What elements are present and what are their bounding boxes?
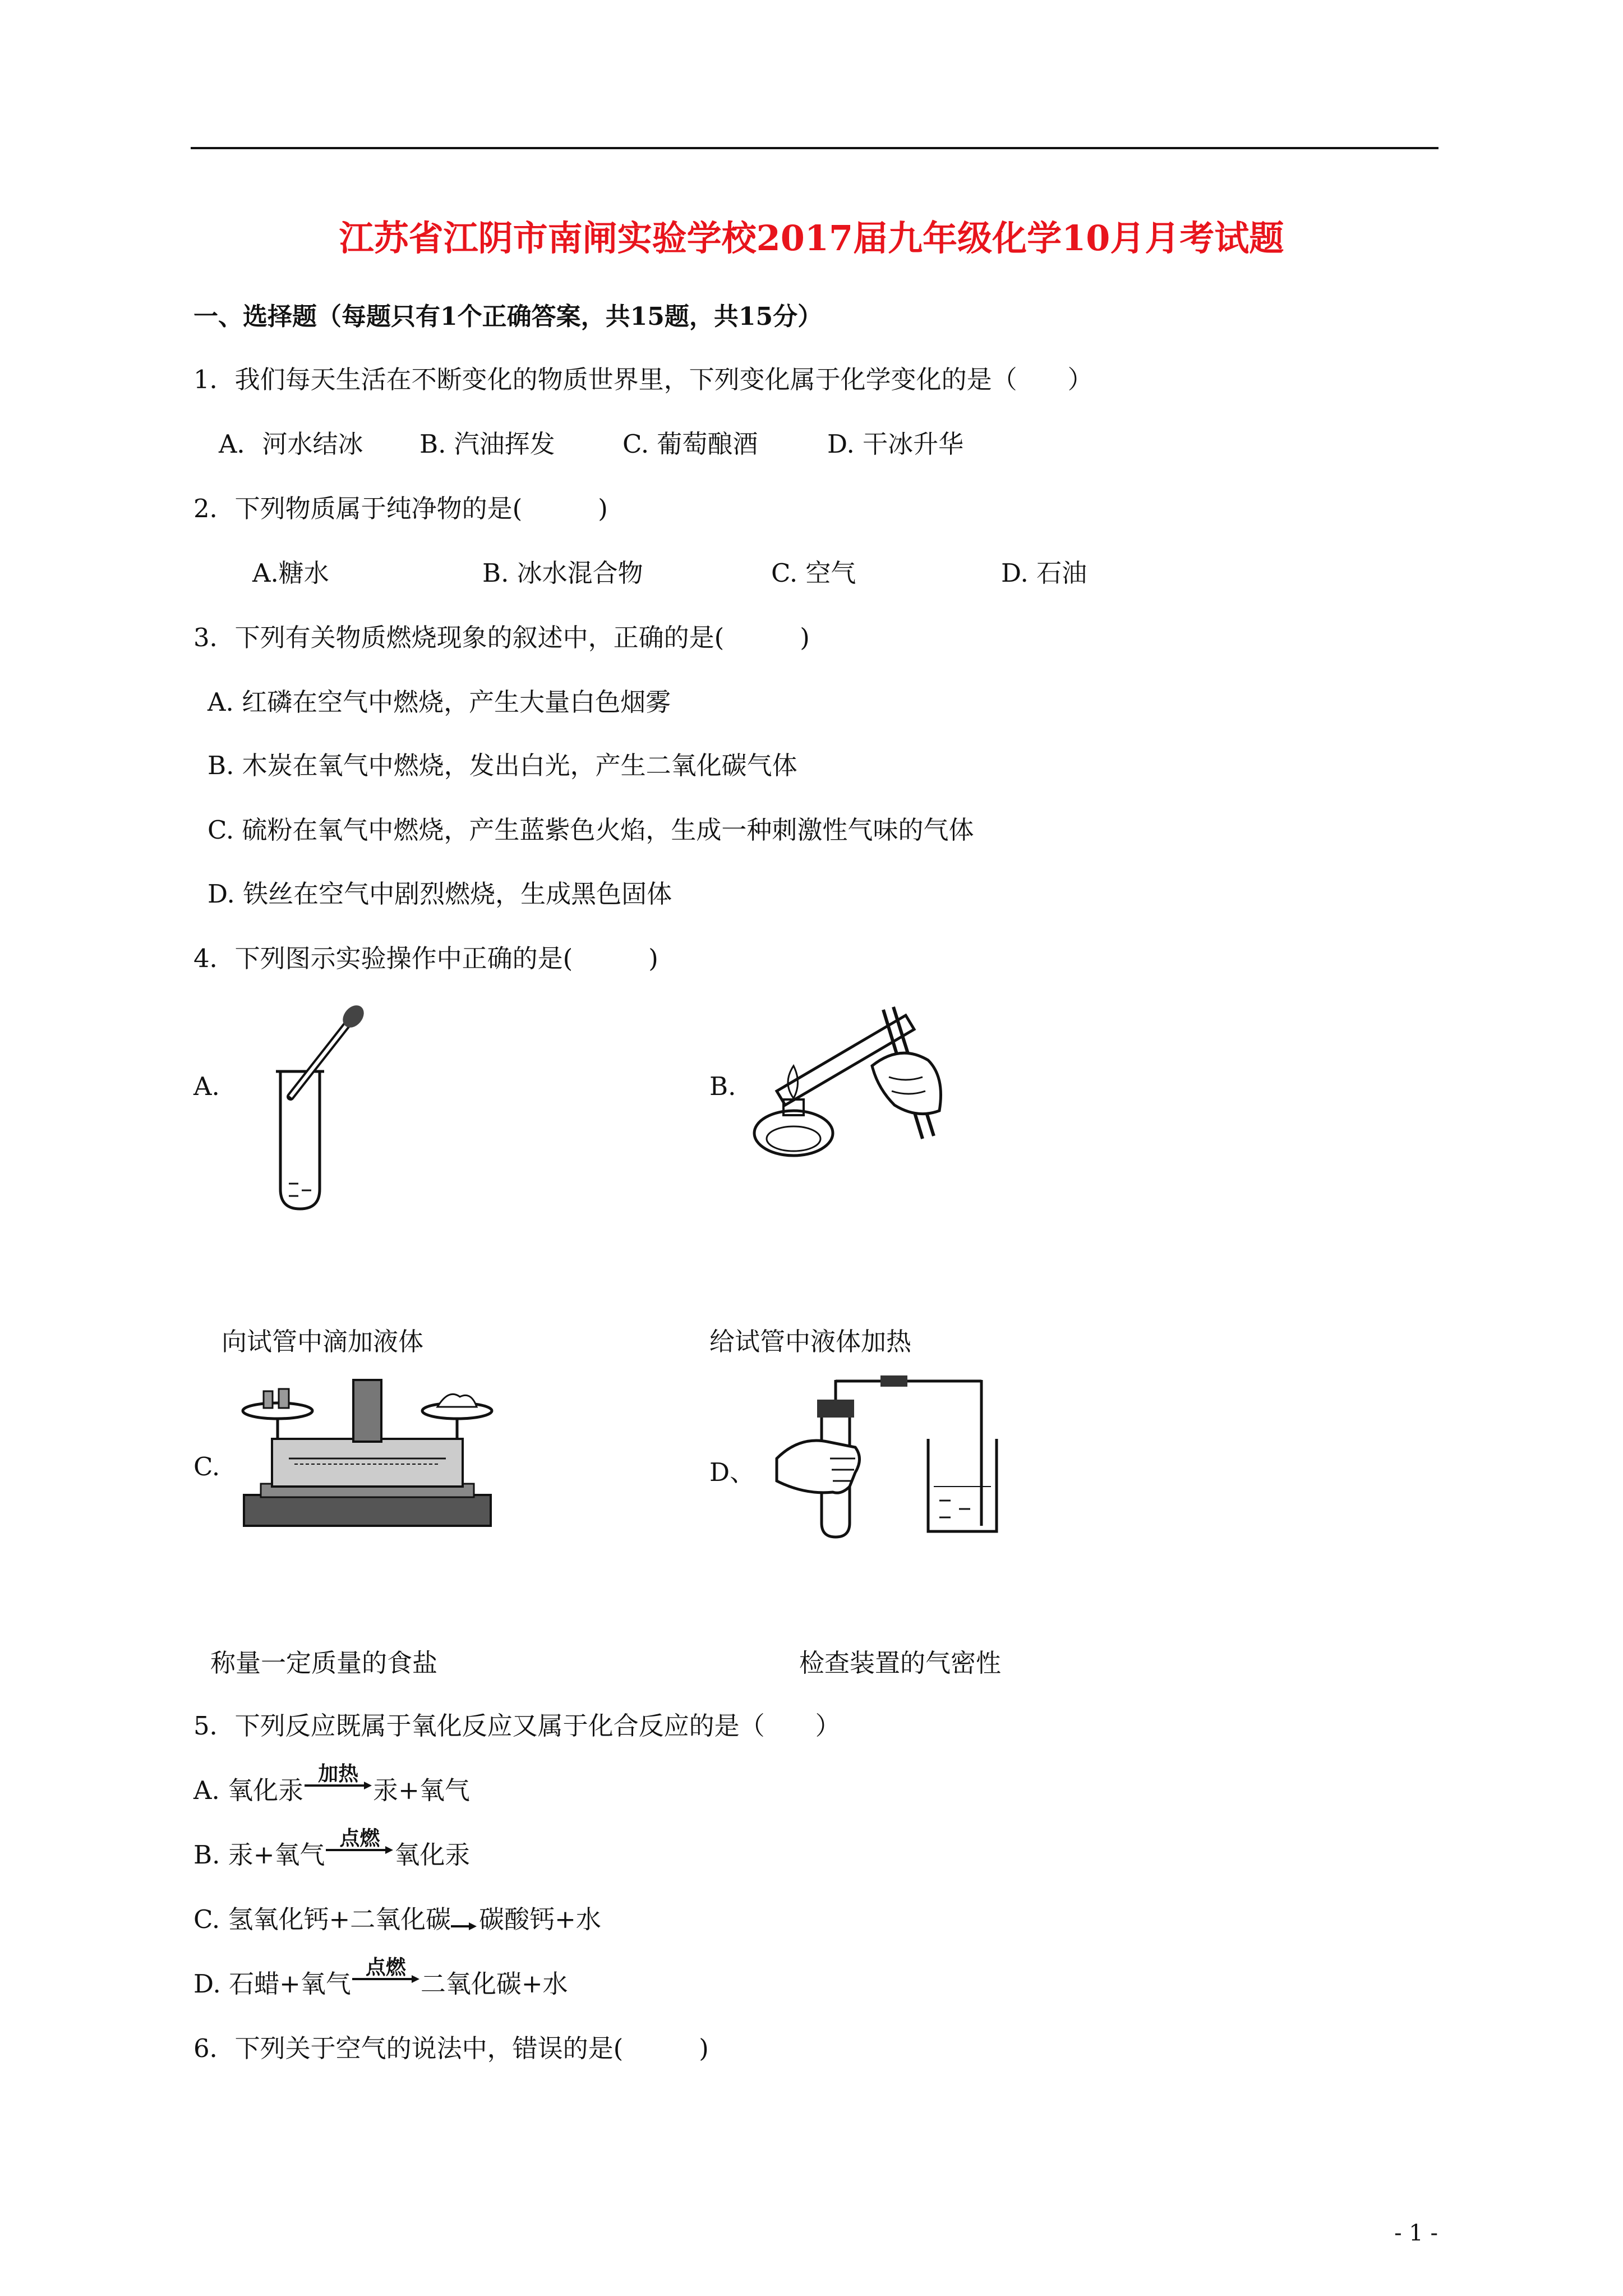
reaction-condition: 加热 xyxy=(318,1763,359,1786)
products: 碳酸钙+水 xyxy=(479,1904,601,1934)
q1-option-b: B. 汽油挥发 xyxy=(419,429,555,459)
heating-test-tube-icon xyxy=(743,999,956,1172)
reactants: 氢氧化钙+二氧化碳 xyxy=(228,1904,451,1934)
reaction-condition: 点燃 xyxy=(339,1827,380,1850)
q3-option-d: D. 铁丝在空气中剧烈燃烧，生成黑色固体 xyxy=(208,879,672,909)
dropper-test-tube-icon xyxy=(258,999,381,1212)
reactants: 氧化汞 xyxy=(228,1775,304,1805)
question-6-stem: 6．下列关于空气的说法中，错误的是( ) xyxy=(193,2033,709,2063)
reaction-condition: 点燃 xyxy=(365,1956,406,1979)
reaction-arrow-icon xyxy=(352,1956,419,1993)
q3-option-a: A. 红磷在空气中燃烧，产生大量白色烟雾 xyxy=(208,687,671,717)
q3-option-c: C. 硫粉在氧气中燃烧，产生蓝紫色火焰，生成一种刺激性气味的气体 xyxy=(208,815,974,845)
balance-scale-icon xyxy=(238,1374,496,1531)
q4-option-c-letter: C. xyxy=(193,1452,220,1481)
reactants: 汞+氧气 xyxy=(228,1840,325,1870)
question-2-stem: 2．下列物质属于纯净物的是( ) xyxy=(193,494,608,523)
products: 二氧化碳+水 xyxy=(420,1969,568,1999)
q4-option-b-letter: B. xyxy=(709,1071,736,1101)
airtightness-check-icon xyxy=(766,1374,1001,1543)
reaction-arrow-icon xyxy=(326,1827,393,1864)
q3-option-b: B. 木炭在氧气中燃烧，发出白光，产生二氧化碳气体 xyxy=(208,751,797,780)
q2-option-c: C. 空气 xyxy=(771,558,856,588)
q5-option-a xyxy=(193,1763,470,1806)
q4-caption-d: 检查装置的气密性 xyxy=(799,1648,1002,1678)
q4-option-a-letter: A. xyxy=(193,1071,220,1101)
reaction-arrow-icon xyxy=(451,1907,479,1936)
question-4-stem: 4．下列图示实验操作中正确的是( ) xyxy=(193,944,658,973)
q5-option-d xyxy=(193,1956,568,2000)
q5-option-c xyxy=(193,1899,601,1936)
reactants: 石蜡+氧气 xyxy=(229,1969,351,1999)
reaction-arrow-icon xyxy=(305,1763,372,1799)
section-heading: 一、选择题（每题只有1个正确答案，共15题，共15分） xyxy=(193,302,823,331)
question-3-stem: 3．下列有关物质燃烧现象的叙述中，正确的是( ) xyxy=(193,623,810,652)
products: 汞+氧气 xyxy=(373,1775,470,1805)
q1-option-d: D. 干冰升华 xyxy=(827,429,964,459)
q2-option-b: B. 冰水混合物 xyxy=(482,558,643,588)
header-rule xyxy=(191,147,1438,149)
question-5-stem: 5．下列反应既属于氧化反应又属于化合反应的是（ ） xyxy=(193,1711,841,1741)
q2-option-d: D. 石油 xyxy=(1001,558,1087,588)
q4-caption-a: 向试管中滴加液体 xyxy=(222,1327,424,1356)
q4-caption-c: 称量一定质量的食盐 xyxy=(210,1648,438,1678)
question-1-stem: 1．我们每天生活在不断变化的物质世界里，下列变化属于化学变化的是（ ） xyxy=(193,365,1093,394)
q4-caption-b: 给试管中液体加热 xyxy=(709,1327,912,1356)
q2-option-a: A.糖水 xyxy=(252,558,329,588)
option-letter: A. xyxy=(193,1775,220,1805)
q5-option-b xyxy=(193,1827,471,1871)
q1-option-a: A．河水结冰 xyxy=(219,429,363,459)
products: 氧化汞 xyxy=(394,1840,471,1870)
page-title: 江苏省江阴市南闸实验学校2017届九年级化学10月月考试题 xyxy=(339,218,1284,259)
option-letter: C. xyxy=(193,1904,220,1934)
option-letter: B. xyxy=(193,1840,220,1870)
page-number: - 1 - xyxy=(1394,2220,1438,2246)
q1-option-c: C. 葡萄酿酒 xyxy=(623,429,758,459)
option-letter: D. xyxy=(193,1969,221,1999)
q4-option-d-letter: D、 xyxy=(709,1457,755,1487)
